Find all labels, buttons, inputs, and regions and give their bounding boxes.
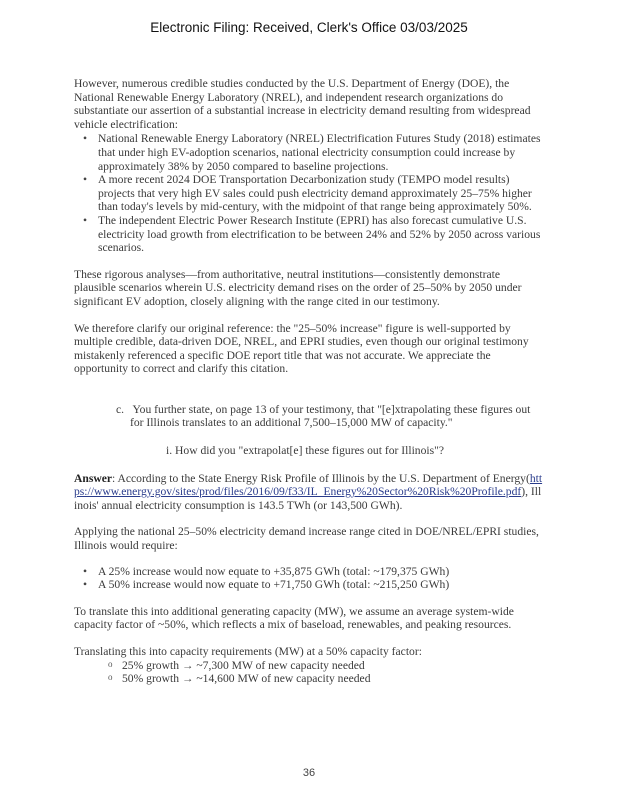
intro-paragraph: However, numerous credible studies conducted by the U.S. Department of Energy (DOE), the National Renewable Energy Laboratory (NREL), and independent research organizations do substantiate our assertion of a substantial increase in electricity demand resulting from widespread vehicle electrification: [74,77,531,131]
capacity-item-50: o 50% growth → ~14,600 MW of new capacity needed [74,672,544,686]
increase-item-50: • A 50% increase would now equate to +71,750 GWh (total: ~215,250 GWh) [74,578,544,592]
analyses-paragraph: These rigorous analyses—from authoritative, neutral institutions—consistently demonstrate plausible scenarios wherein U.S. electricity demand rises on the order of 25–50% by 2050 under significant EV adoption, closely aligning with the range cited in our testimony. [74,267,522,308]
study-item-epri: • The independent Electric Power Research Institute (EPRI) has also forecast cumulative U.S. electricity load growth from electrification to be between 24% and 52% by 2050 across various scenarios. [74,214,544,255]
answer-paragraph [74,472,544,513]
increase-list [74,565,544,592]
answer-tail: ), Illinois' annual electricity consumption is 143.5 TWh (or 143,500 GWh). [74,485,542,512]
clarify-paragraph: We therefore clarify our original reference: the "25–50% increase" figure is well-supported by multiple credible, data-driven DOE, NREL, and EPRI studies, even though our original testimony mistakenly referenced a specific DOE report title that was not accurate. We appreciate the opportunity to correct and clarify this citation. [74,321,529,376]
question-i [74,444,544,458]
energy-profile-link[interactable]: https://www.energy.gov/sites/prod/files/2016/09/f33/IL_Energy%20Sector%20Risk%20Profile.pdf [74,471,543,499]
capacity-paragraph: Translating this into capacity requirements (MW) at a 50% capacity factor: [74,645,422,658]
translate-paragraph: To translate this into additional generating capacity (MW), we assume an average system-wide capacity factor of ~50%, which reflects a mix of baseload, renewables, and peaking resources. [74,604,514,632]
studies-list [74,132,544,254]
question-i-text: How did you "extrapolat[e] these figures out for Illinois"? [175,444,444,458]
question-c [74,403,544,430]
question-c-label: c. [116,402,125,416]
increase-item-25: • A 25% increase would now equate to +35,875 GWh (total: ~179,375 GWh) [74,565,544,579]
applying-paragraph: Applying the national 25–50% electricity demand increase range cited in DOE/NREL/EPRI studies, Illinois would require: [74,525,539,553]
document-body [74,77,544,686]
study-item-doe: • A more recent 2024 DOE Transportation Decarbonization study (TEMPO model results) projects that very high EV sales could push electricity demand approximately 25–75% higher than today's levels by mid-century, with the midpoint of that range being approximately 50%. [74,173,544,214]
filing-stamp: Electronic Filing: Received, Clerk's Office 03/03/2025 [150,20,468,35]
question-i-label: i. [166,444,173,458]
capacity-item-25: o 25% growth → ~7,300 MW of new capacity needed [74,659,544,673]
capacity-list [74,659,544,686]
page-number: 36 [302,767,316,779]
answer-lead: : According to the State Energy Risk Profile of Illinois by the U.S. Department of Energy( [112,471,530,485]
study-item-nrel: • National Renewable Energy Laboratory (NREL) Electrification Futures Study (2018) estimates that under high EV-adoption scenarios, national electricity consumption could increase by approximately 38% by 2050 compared to baseline projections. [74,132,544,173]
question-c-text: You further state, on page 13 of your testimony, that "[e]xtrapolating these figures out for Illinois translates to an additional 7,500–15,000 MW of capacity." [130,402,531,430]
answer-label: Answer [74,471,112,485]
